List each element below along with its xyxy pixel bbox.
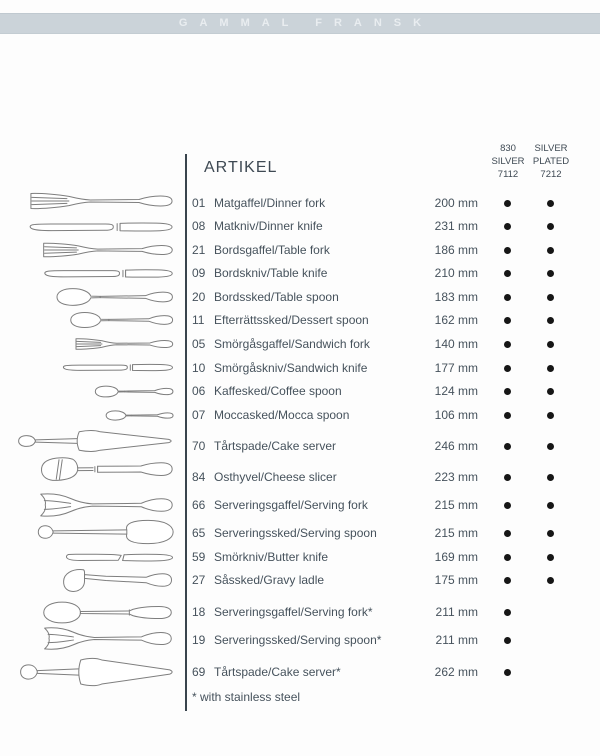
- dot-830-silver: [504, 474, 511, 481]
- article-number: 84: [192, 470, 206, 484]
- article-number: 59: [192, 550, 206, 564]
- article-size: 210 mm: [434, 266, 478, 280]
- article-number: 05: [192, 337, 206, 351]
- article-size: 200 mm: [434, 196, 478, 210]
- article-number: 07: [192, 408, 206, 422]
- dot-830-silver: [504, 443, 511, 450]
- article-number: 06: [192, 384, 206, 398]
- article-size: 162 mm: [434, 313, 478, 327]
- article-size: 231 mm: [434, 219, 478, 233]
- article-number: 09: [192, 266, 206, 280]
- table-row: [190, 549, 600, 565]
- dot-silver-plated: [547, 554, 554, 561]
- table-row: [190, 497, 600, 513]
- article-number: 20: [192, 290, 206, 304]
- article-name: Kaffesked/Coffee spoon: [214, 384, 342, 398]
- table-row: [190, 664, 600, 680]
- article-name: Tårtspade/Cake server: [214, 439, 337, 453]
- dot-silver-plated: [547, 577, 554, 584]
- table-row: [190, 336, 600, 352]
- article-name: Smörkniv/Butter knife: [214, 550, 329, 564]
- article-number: 10: [192, 361, 206, 375]
- table-left-rule: [185, 154, 187, 711]
- dot-silver-plated: [547, 412, 554, 419]
- column-header-line: 7212: [540, 169, 562, 180]
- dot-830-silver: [504, 609, 511, 616]
- article-size: 140 mm: [434, 337, 478, 351]
- column-header-line: PLATED: [532, 156, 570, 167]
- dot-silver-plated: [547, 365, 554, 372]
- article-name: Osthyvel/Cheese slicer: [214, 470, 337, 484]
- article-size: 186 mm: [434, 243, 478, 257]
- table-row: [190, 604, 600, 620]
- article-size: 246 mm: [434, 439, 478, 453]
- dot-silver-plated: [547, 200, 554, 207]
- column-header-line: 830: [500, 143, 516, 154]
- column-header-line: SILVER: [534, 143, 568, 154]
- table-row: [190, 195, 600, 211]
- dot-830-silver: [504, 637, 511, 644]
- illustration-gravy-ladle: [64, 570, 172, 592]
- illustration-cheese-slicer: [41, 458, 172, 481]
- article-name: Serveringssked/Serving spoon*: [214, 633, 382, 647]
- article-name: Bordskniv/Table knife: [214, 266, 328, 280]
- illustration-table-spoon: [57, 289, 172, 306]
- article-name: Bordsgaffel/Table fork: [214, 243, 330, 257]
- article-size: 211 mm: [435, 605, 478, 619]
- illustration-sandwich-fork: [76, 339, 173, 350]
- article-name: Bordssked/Table spoon: [214, 290, 339, 304]
- article-size: 183 mm: [434, 290, 478, 304]
- table-row: [190, 572, 600, 588]
- article-name: Matgaffel/Dinner fork: [214, 196, 326, 210]
- dot-silver-plated: [547, 247, 554, 254]
- dot-830-silver: [504, 341, 511, 348]
- dot-830-silver: [504, 223, 511, 230]
- article-size: 106 mm: [434, 408, 478, 422]
- dot-silver-plated: [547, 341, 554, 348]
- table-row: [190, 312, 600, 328]
- article-name: Serveringsgaffel/Serving fork: [214, 498, 368, 512]
- article-name: Matkniv/Dinner knife: [214, 219, 323, 233]
- illustration-coffee-spoon: [95, 386, 173, 397]
- article-number: 70: [192, 439, 206, 453]
- dot-silver-plated: [547, 502, 554, 509]
- illustration-serving-fork-stainless: [45, 628, 172, 649]
- dot-silver-plated: [547, 317, 554, 324]
- dot-silver-plated: [547, 294, 554, 301]
- illustration-cake-server-stainless: [21, 658, 173, 685]
- article-size: 262 mm: [434, 665, 478, 679]
- illustration-sandwich-knife: [63, 364, 172, 370]
- table-row: [190, 469, 600, 485]
- dot-830-silver: [504, 530, 511, 537]
- article-size: 124 mm: [434, 384, 478, 398]
- dot-830-silver: [504, 388, 511, 395]
- article-number: 01: [192, 196, 206, 210]
- article-name: Smörgåskniv/Sandwich knife: [214, 361, 368, 375]
- table-row: [190, 360, 600, 376]
- dot-silver-plated: [547, 270, 554, 277]
- illustration-table-knife: [45, 270, 172, 277]
- article-number: 65: [192, 526, 206, 540]
- table-row: [190, 407, 600, 423]
- article-size: 169 mm: [434, 550, 478, 564]
- article-size: 211 mm: [435, 633, 478, 647]
- illustration-cake-server: [19, 431, 171, 452]
- table-row: [190, 632, 600, 648]
- article-size: 177 mm: [434, 361, 478, 375]
- article-size: 215 mm: [434, 526, 478, 540]
- dot-830-silver: [504, 412, 511, 419]
- article-name: Tårtspade/Cake server*: [214, 665, 341, 679]
- dot-830-silver: [504, 270, 511, 277]
- article-number: 66: [192, 498, 206, 512]
- dot-830-silver: [504, 554, 511, 561]
- cutlery-illustrations: [0, 0, 190, 756]
- illustration-serving-fork: [41, 494, 172, 516]
- dot-830-silver: [504, 247, 511, 254]
- article-size: 223 mm: [434, 470, 478, 484]
- table-title: ARTIKEL: [204, 159, 278, 176]
- pattern-name: GAMMAL FRANSK: [178, 17, 434, 29]
- illustration-mocca-spoon: [106, 411, 173, 420]
- dot-silver-plated: [547, 474, 554, 481]
- illustration-dinner-knife: [30, 223, 172, 231]
- illustration-dessert-spoon: [71, 313, 173, 328]
- article-name: Smörgåsgaffel/Sandwich fork: [214, 337, 370, 351]
- dot-830-silver: [504, 200, 511, 207]
- article-number: 21: [192, 243, 206, 257]
- article-number: 08: [192, 219, 206, 233]
- dot-silver-plated: [547, 530, 554, 537]
- article-number: 27: [192, 573, 206, 587]
- table-row: [190, 525, 600, 541]
- column-header-line: SILVER: [491, 156, 525, 167]
- illustration-dinner-fork: [31, 193, 172, 208]
- illustration-butter-knife: [66, 554, 172, 561]
- article-number: 69: [192, 665, 206, 679]
- dot-830-silver: [504, 317, 511, 324]
- article-table: [190, 0, 600, 756]
- dot-silver-plated: [547, 443, 554, 450]
- article-name: Serveringssked/Serving spoon: [214, 526, 377, 540]
- article-size: 215 mm: [434, 498, 478, 512]
- illustration-table-fork: [44, 243, 173, 257]
- article-number: 11: [192, 313, 205, 327]
- dot-830-silver: [504, 365, 511, 372]
- article-name: Såssked/Gravy ladle: [214, 573, 325, 587]
- table-row: [190, 383, 600, 399]
- article-number: 18: [192, 605, 206, 619]
- dot-silver-plated: [547, 223, 554, 230]
- dot-830-silver: [504, 577, 511, 584]
- footnote: * with stainless steel: [192, 690, 301, 704]
- column-header-line: 7112: [497, 169, 519, 180]
- illustration-serving-spoon: [38, 520, 173, 543]
- article-number: 19: [192, 633, 206, 647]
- article-name: Efterrättssked/Dessert spoon: [214, 313, 369, 327]
- dot-830-silver: [504, 669, 511, 676]
- dot-830-silver: [504, 502, 511, 509]
- dot-830-silver: [504, 294, 511, 301]
- article-size: 175 mm: [434, 573, 478, 587]
- table-row: [190, 289, 600, 305]
- table-row: [190, 265, 600, 281]
- illustration-serving-spoon-stainless: [44, 602, 172, 623]
- dot-silver-plated: [547, 388, 554, 395]
- article-name: Moccasked/Mocca spoon: [214, 408, 350, 422]
- table-row: [190, 438, 600, 454]
- article-name: Serveringsgaffel/Serving fork*: [214, 605, 373, 619]
- table-row: [190, 242, 600, 258]
- table-row: [190, 218, 600, 234]
